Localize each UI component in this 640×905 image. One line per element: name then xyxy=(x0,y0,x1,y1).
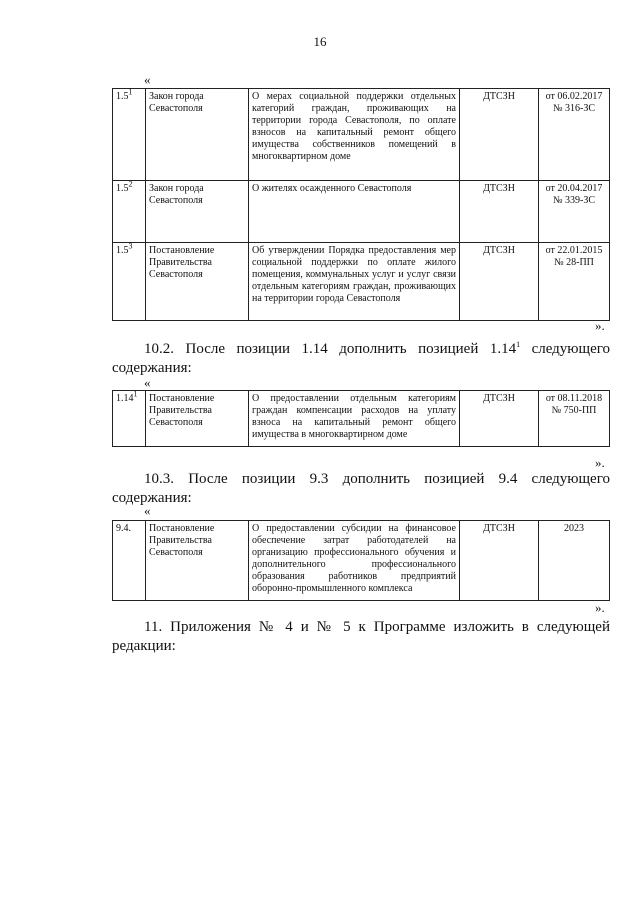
responsible-org: ДТСЗН xyxy=(460,181,539,243)
document-type: Постановление Правительства Севастополя xyxy=(146,521,249,601)
position-number: 9.4. xyxy=(113,521,146,601)
table-position-1-14-1 xyxy=(112,390,610,447)
document-type: Постановление Правительства Севастополя xyxy=(146,243,249,321)
document-title: О предоставлении субсидии на финансовое обеспечение затрат работодателей на организацию профессионального обучения и дополнительного профессионального образования работников предприятий оборонно-промышленного комплекса xyxy=(249,521,460,601)
document-date: от 22.01.2015 № 28-ПП xyxy=(539,243,610,321)
open-quote: « xyxy=(144,375,151,390)
position-number: $1.5^3$ xyxy=(113,243,146,321)
table-position-9-4 xyxy=(112,520,610,601)
document-date: от 08.11.2018 № 750-ПП xyxy=(539,391,610,447)
open-quote: « xyxy=(144,72,151,87)
close-quote: ». xyxy=(595,600,605,615)
table-row xyxy=(113,181,610,243)
position-number: $1.5^1$ xyxy=(113,89,146,181)
close-quote: ». xyxy=(595,455,605,470)
page-number: 16 xyxy=(313,34,327,49)
document-date: 2023 xyxy=(539,521,610,601)
responsible-org: ДТСЗН xyxy=(460,521,539,601)
paragraph-10-3: 10.3. После позиции 9.3 дополнить позицией 9.4 следующего содержания: xyxy=(112,471,610,506)
document-type: Закон города Севастополя xyxy=(146,89,249,181)
responsible-org: ДТСЗН xyxy=(460,391,539,447)
document-title: О предоставлении отдельным категориям граждан компенсации расходов на уплату взноса на капитальный ремонт общего имущества в многоквартирном доме xyxy=(249,391,460,447)
close-quote: ». xyxy=(595,318,605,333)
paragraph-11: 11. Приложения № 4 и № 5 к Программе изложить в следующей редакции: xyxy=(112,619,610,654)
document-date: от 20.04.2017 № 339-ЗС xyxy=(539,181,610,243)
position-number: 1.14$^1$ xyxy=(113,391,146,447)
responsible-org: ДТСЗН xyxy=(460,243,539,321)
table-positions-1-5 xyxy=(112,88,610,321)
open-quote: « xyxy=(144,503,151,518)
document-type: Постановление Правительства Севастополя xyxy=(146,391,249,447)
table-row xyxy=(113,521,610,601)
position-number: $1.5^2$ xyxy=(113,181,146,243)
document-title: Об утверждении Порядка предоставления мер социальной поддержки по оплате жилого помещения, коммунальных услуг и услуг связи отдельным категориям граждан, проживающих на территории города Севастополя xyxy=(249,243,460,321)
responsible-org: ДТСЗН xyxy=(460,89,539,181)
table-row xyxy=(113,243,610,321)
table-row xyxy=(113,89,610,181)
document-type: Закон города Севастополя xyxy=(146,181,249,243)
document-title: О мерах социальной поддержки отдельных категорий граждан, проживающих на территории города Севастополя, по оплате взносов на капитальный ремонт общего имущества собственников помещений в многоквартирном доме xyxy=(249,89,460,181)
document-date: от 06.02.2017 № 316-ЗС xyxy=(539,89,610,181)
table-row xyxy=(113,391,610,447)
document-title: О жителях осажденного Севастополя xyxy=(249,181,460,243)
paragraph-10-2: 10.2. После позиции 1.14 дополнить позицией 1.14$^1$ следующего содержания: xyxy=(112,340,611,376)
